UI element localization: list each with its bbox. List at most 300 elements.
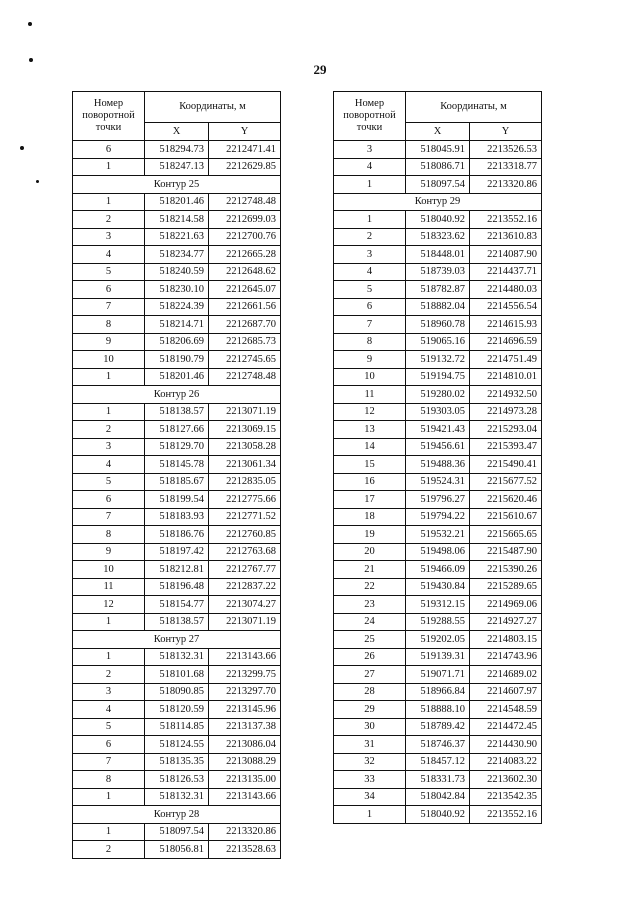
x-coordinate-cell: 519065.16: [406, 333, 470, 351]
x-coordinate-cell: 518196.48: [145, 578, 209, 596]
point-number-cell: 27: [334, 666, 406, 684]
x-coordinate-cell: 518234.77: [145, 246, 209, 264]
point-number-cell: 30: [334, 718, 406, 736]
x-coordinate-cell: 518746.37: [406, 736, 470, 754]
x-coordinate-cell: 518124.55: [145, 736, 209, 754]
y-coordinate-cell: 2212645.07: [209, 281, 281, 299]
table-row: [334, 473, 542, 491]
x-coordinate-cell: 518966.84: [406, 683, 470, 701]
scan-dot: [36, 180, 39, 183]
table-row: [334, 578, 542, 596]
scan-dot: [28, 22, 32, 26]
point-number-cell: 9: [73, 543, 145, 561]
y-coordinate-cell: 2213552.16: [470, 211, 542, 229]
x-coordinate-cell: 518960.78: [406, 316, 470, 334]
y-coordinate-cell: 2212771.52: [209, 508, 281, 526]
point-number-cell: 15: [334, 456, 406, 474]
x-coordinate-cell: 518090.85: [145, 683, 209, 701]
x-coordinate-cell: 518097.54: [145, 823, 209, 841]
x-coordinate-cell: 518206.69: [145, 333, 209, 351]
x-coordinate-cell: 518221.63: [145, 228, 209, 246]
x-coordinate-cell: 518127.66: [145, 421, 209, 439]
x-coordinate-cell: 519498.06: [406, 543, 470, 561]
point-number-cell: 23: [334, 596, 406, 614]
table-row: [334, 613, 542, 631]
point-number-cell: 7: [334, 316, 406, 334]
x-coordinate-cell: 519532.21: [406, 526, 470, 544]
x-coordinate-cell: 518190.79: [145, 351, 209, 369]
x-coordinate-cell: 518331.73: [406, 771, 470, 789]
x-coordinate-cell: 518199.54: [145, 491, 209, 509]
table-row: [334, 316, 542, 334]
point-number-cell: 16: [334, 473, 406, 491]
table-row: [73, 526, 281, 544]
table-row: [334, 561, 542, 579]
header-point-number: Номер поворотной точки: [334, 92, 406, 141]
y-coordinate-cell: 2213602.30: [470, 771, 542, 789]
x-coordinate-cell: 518045.91: [406, 141, 470, 159]
point-number-cell: 10: [73, 351, 145, 369]
point-number-cell: 9: [334, 351, 406, 369]
y-coordinate-cell: 2214083.22: [470, 753, 542, 771]
x-coordinate-cell: 518888.10: [406, 701, 470, 719]
point-number-cell: 1: [334, 176, 406, 194]
x-coordinate-cell: 518132.31: [145, 788, 209, 806]
table-row: [334, 246, 542, 264]
x-coordinate-cell: 518247.13: [145, 158, 209, 176]
point-number-cell: 4: [73, 701, 145, 719]
y-coordinate-cell: 2214932.50: [470, 386, 542, 404]
table-row: [73, 403, 281, 421]
table-row: [73, 246, 281, 264]
x-coordinate-cell: 518145.78: [145, 456, 209, 474]
x-coordinate-cell: 519194.75: [406, 368, 470, 386]
table-row: [334, 788, 542, 806]
y-coordinate-cell: 2213297.70: [209, 683, 281, 701]
y-coordinate-cell: 2212837.22: [209, 578, 281, 596]
x-coordinate-cell: 518201.46: [145, 193, 209, 211]
table-row: [73, 596, 281, 614]
point-number-cell: 17: [334, 491, 406, 509]
point-number-cell: 2: [73, 666, 145, 684]
y-coordinate-cell: 2212648.62: [209, 263, 281, 281]
x-coordinate-cell: 518114.85: [145, 718, 209, 736]
x-coordinate-cell: 519202.05: [406, 631, 470, 649]
y-coordinate-cell: 2214472.45: [470, 718, 542, 736]
y-coordinate-cell: 2215289.65: [470, 578, 542, 596]
y-coordinate-cell: 2212835.05: [209, 473, 281, 491]
y-coordinate-cell: 2214743.96: [470, 648, 542, 666]
y-coordinate-cell: 2212767.77: [209, 561, 281, 579]
x-coordinate-cell: 518126.53: [145, 771, 209, 789]
y-coordinate-cell: 2213135.00: [209, 771, 281, 789]
point-number-cell: 4: [334, 263, 406, 281]
y-coordinate-cell: 2213069.15: [209, 421, 281, 439]
x-coordinate-cell: 518782.87: [406, 281, 470, 299]
point-number-cell: 3: [334, 141, 406, 159]
x-coordinate-cell: 519303.05: [406, 403, 470, 421]
point-number-cell: 7: [73, 753, 145, 771]
table-row: [334, 526, 542, 544]
point-number-cell: 8: [73, 771, 145, 789]
x-coordinate-cell: 519071.71: [406, 666, 470, 684]
point-number-cell: 11: [73, 578, 145, 596]
point-number-cell: 1: [73, 158, 145, 176]
table-row: [73, 841, 281, 859]
x-coordinate-cell: 518040.92: [406, 211, 470, 229]
point-number-cell: 5: [73, 718, 145, 736]
table-row: [73, 683, 281, 701]
point-number-cell: 28: [334, 683, 406, 701]
y-coordinate-cell: 2213610.83: [470, 228, 542, 246]
table-row: [334, 263, 542, 281]
contour-row: [73, 631, 281, 649]
table-row: [73, 613, 281, 631]
y-coordinate-cell: 2213299.75: [209, 666, 281, 684]
table-row: [334, 491, 542, 509]
x-coordinate-cell: 518739.03: [406, 263, 470, 281]
table-row: [334, 771, 542, 789]
y-coordinate-cell: 2213526.53: [470, 141, 542, 159]
table-row: [73, 666, 281, 684]
y-coordinate-cell: 2213528.63: [209, 841, 281, 859]
table-row: [334, 736, 542, 754]
table-row: [73, 438, 281, 456]
contour-label: Контур 28: [73, 806, 281, 824]
y-coordinate-cell: 2213318.77: [470, 158, 542, 176]
contour-label: Контур 27: [73, 631, 281, 649]
header-y: Y: [470, 123, 542, 141]
y-coordinate-cell: 2214751.49: [470, 351, 542, 369]
table-row: [73, 578, 281, 596]
point-number-cell: 33: [334, 771, 406, 789]
x-coordinate-cell: 519430.84: [406, 578, 470, 596]
point-number-cell: 5: [73, 473, 145, 491]
y-coordinate-cell: 2213145.96: [209, 701, 281, 719]
x-coordinate-cell: 518183.93: [145, 508, 209, 526]
y-coordinate-cell: 2215487.90: [470, 543, 542, 561]
contour-row: [73, 386, 281, 404]
table-row: [334, 508, 542, 526]
y-coordinate-cell: 2215393.47: [470, 438, 542, 456]
table-row: [73, 823, 281, 841]
y-coordinate-cell: 2215293.04: [470, 421, 542, 439]
y-coordinate-cell: 2215677.52: [470, 473, 542, 491]
table-row: [334, 648, 542, 666]
x-coordinate-cell: 519312.15: [406, 596, 470, 614]
contour-row: [73, 176, 281, 194]
point-number-cell: 6: [73, 491, 145, 509]
point-number-cell: 13: [334, 421, 406, 439]
y-coordinate-cell: 2213542.35: [470, 788, 542, 806]
table-row: [334, 403, 542, 421]
y-coordinate-cell: 2215620.46: [470, 491, 542, 509]
table-row: [73, 473, 281, 491]
contour-row: [334, 193, 542, 211]
scan-dot: [29, 58, 33, 62]
table-row: [73, 351, 281, 369]
y-coordinate-cell: 2213143.66: [209, 788, 281, 806]
x-coordinate-cell: 518448.01: [406, 246, 470, 264]
x-coordinate-cell: 519488.36: [406, 456, 470, 474]
y-coordinate-cell: 2214969.06: [470, 596, 542, 614]
header-x: X: [145, 123, 209, 141]
y-coordinate-cell: 2213086.04: [209, 736, 281, 754]
point-number-cell: 1: [73, 788, 145, 806]
point-number-cell: 6: [334, 298, 406, 316]
table-row: [73, 228, 281, 246]
table-row: [73, 561, 281, 579]
point-number-cell: 4: [73, 456, 145, 474]
table-row: [334, 456, 542, 474]
table-row: [334, 158, 542, 176]
table-row: [334, 718, 542, 736]
contour-label: Контур 26: [73, 386, 281, 404]
point-number-cell: 2: [73, 211, 145, 229]
y-coordinate-cell: 2213320.86: [209, 823, 281, 841]
y-coordinate-cell: 2214810.01: [470, 368, 542, 386]
header-x: X: [406, 123, 470, 141]
point-number-cell: 1: [73, 613, 145, 631]
table-row: [334, 806, 542, 824]
y-coordinate-cell: 2213137.38: [209, 718, 281, 736]
point-number-cell: 8: [334, 333, 406, 351]
y-coordinate-cell: 2212699.03: [209, 211, 281, 229]
table-row: [73, 753, 281, 771]
point-number-cell: 31: [334, 736, 406, 754]
table-row: [334, 228, 542, 246]
y-coordinate-cell: 2214803.15: [470, 631, 542, 649]
table-row: [73, 701, 281, 719]
table-row: [73, 491, 281, 509]
y-coordinate-cell: 2214689.02: [470, 666, 542, 684]
x-coordinate-cell: 518040.92: [406, 806, 470, 824]
x-coordinate-cell: 518224.39: [145, 298, 209, 316]
point-number-cell: 3: [73, 228, 145, 246]
y-coordinate-cell: 2212775.66: [209, 491, 281, 509]
point-number-cell: 10: [334, 368, 406, 386]
table-row: [334, 281, 542, 299]
table-row: [334, 368, 542, 386]
x-coordinate-cell: 519466.09: [406, 561, 470, 579]
x-coordinate-cell: 518882.04: [406, 298, 470, 316]
x-coordinate-cell: 518230.10: [145, 281, 209, 299]
table-row: [334, 543, 542, 561]
y-coordinate-cell: 2214615.93: [470, 316, 542, 334]
coordinates-table-right: [333, 91, 542, 824]
table-row: [334, 351, 542, 369]
x-coordinate-cell: 518086.71: [406, 158, 470, 176]
y-coordinate-cell: 2212665.28: [209, 246, 281, 264]
table-row: [73, 456, 281, 474]
point-number-cell: 7: [73, 298, 145, 316]
point-number-cell: 4: [73, 246, 145, 264]
scan-dot: [20, 146, 24, 150]
y-coordinate-cell: 2214480.03: [470, 281, 542, 299]
y-coordinate-cell: 2214437.71: [470, 263, 542, 281]
table-row: [334, 176, 542, 194]
point-number-cell: 2: [73, 421, 145, 439]
coordinates-table-left: [72, 91, 281, 859]
contour-label: Контур 29: [334, 193, 542, 211]
y-coordinate-cell: 2213071.19: [209, 613, 281, 631]
header-coordinates: Координаты, м: [145, 92, 281, 123]
point-number-cell: 1: [334, 211, 406, 229]
point-number-cell: 1: [73, 193, 145, 211]
table-row: [334, 298, 542, 316]
table-row: [334, 631, 542, 649]
y-coordinate-cell: 2213143.66: [209, 648, 281, 666]
y-coordinate-cell: 2212748.48: [209, 193, 281, 211]
x-coordinate-cell: 518186.76: [145, 526, 209, 544]
y-coordinate-cell: 2212763.68: [209, 543, 281, 561]
point-number-cell: 14: [334, 438, 406, 456]
table-row: [334, 211, 542, 229]
x-coordinate-cell: 518214.58: [145, 211, 209, 229]
page-number: 29: [313, 62, 327, 77]
table-row: [73, 263, 281, 281]
point-number-cell: 11: [334, 386, 406, 404]
y-coordinate-cell: 2214696.59: [470, 333, 542, 351]
x-coordinate-cell: 519139.31: [406, 648, 470, 666]
point-number-cell: 12: [334, 403, 406, 421]
point-number-cell: 1: [73, 648, 145, 666]
y-coordinate-cell: 2213071.19: [209, 403, 281, 421]
y-coordinate-cell: 2212760.85: [209, 526, 281, 544]
table-row: [73, 333, 281, 351]
x-coordinate-cell: 519280.02: [406, 386, 470, 404]
table-row: [73, 281, 281, 299]
table-row: [73, 211, 281, 229]
table-row: [73, 648, 281, 666]
table-row: [334, 666, 542, 684]
y-coordinate-cell: 2212629.85: [209, 158, 281, 176]
y-coordinate-cell: 2214430.90: [470, 736, 542, 754]
x-coordinate-cell: 518323.62: [406, 228, 470, 246]
y-coordinate-cell: 2215490.41: [470, 456, 542, 474]
y-coordinate-cell: 2212748.48: [209, 368, 281, 386]
table-row: [73, 421, 281, 439]
y-coordinate-cell: 2213320.86: [470, 176, 542, 194]
table-row: [334, 421, 542, 439]
point-number-cell: 2: [334, 228, 406, 246]
y-coordinate-cell: 2213088.29: [209, 753, 281, 771]
y-coordinate-cell: 2215610.67: [470, 508, 542, 526]
y-coordinate-cell: 2212745.65: [209, 351, 281, 369]
x-coordinate-cell: 518212.81: [145, 561, 209, 579]
header-point-number: Номер поворотной точки: [73, 92, 145, 141]
x-coordinate-cell: 519421.43: [406, 421, 470, 439]
table-row: [334, 386, 542, 404]
x-coordinate-cell: 519796.27: [406, 491, 470, 509]
y-coordinate-cell: 2212661.56: [209, 298, 281, 316]
point-number-cell: 21: [334, 561, 406, 579]
header-coordinates: Координаты, м: [406, 92, 542, 123]
point-number-cell: 4: [334, 158, 406, 176]
contour-row: [73, 806, 281, 824]
point-number-cell: 1: [73, 368, 145, 386]
point-number-cell: 6: [73, 141, 145, 159]
x-coordinate-cell: 518201.46: [145, 368, 209, 386]
table-row: [334, 596, 542, 614]
x-coordinate-cell: 518789.42: [406, 718, 470, 736]
point-number-cell: 19: [334, 526, 406, 544]
y-coordinate-cell: 2214556.54: [470, 298, 542, 316]
point-number-cell: 6: [73, 736, 145, 754]
point-number-cell: 32: [334, 753, 406, 771]
x-coordinate-cell: 518135.35: [145, 753, 209, 771]
table-row: [73, 141, 281, 159]
y-coordinate-cell: 2214548.59: [470, 701, 542, 719]
x-coordinate-cell: 519132.72: [406, 351, 470, 369]
point-number-cell: 24: [334, 613, 406, 631]
y-coordinate-cell: 2212471.41: [209, 141, 281, 159]
y-coordinate-cell: 2213074.27: [209, 596, 281, 614]
y-coordinate-cell: 2212687.70: [209, 316, 281, 334]
y-coordinate-cell: 2215390.26: [470, 561, 542, 579]
x-coordinate-cell: 518132.31: [145, 648, 209, 666]
point-number-cell: 7: [73, 508, 145, 526]
point-number-cell: 2: [73, 841, 145, 859]
table-row: [73, 718, 281, 736]
x-coordinate-cell: 518240.59: [145, 263, 209, 281]
table-row: [73, 771, 281, 789]
y-coordinate-cell: 2214973.28: [470, 403, 542, 421]
y-coordinate-cell: 2212700.76: [209, 228, 281, 246]
x-coordinate-cell: 518214.71: [145, 316, 209, 334]
table-row: [334, 141, 542, 159]
point-number-cell: 1: [73, 403, 145, 421]
point-number-cell: 26: [334, 648, 406, 666]
table-row: [73, 316, 281, 334]
y-coordinate-cell: 2214087.90: [470, 246, 542, 264]
table-row: [73, 193, 281, 211]
x-coordinate-cell: 518154.77: [145, 596, 209, 614]
x-coordinate-cell: 518138.57: [145, 403, 209, 421]
point-number-cell: 6: [73, 281, 145, 299]
x-coordinate-cell: 518056.81: [145, 841, 209, 859]
point-number-cell: 20: [334, 543, 406, 561]
y-coordinate-cell: 2213061.34: [209, 456, 281, 474]
table-row: [334, 683, 542, 701]
y-coordinate-cell: 2215665.65: [470, 526, 542, 544]
point-number-cell: 29: [334, 701, 406, 719]
contour-label: Контур 25: [73, 176, 281, 194]
y-coordinate-cell: 2214927.27: [470, 613, 542, 631]
table-row: [73, 508, 281, 526]
y-coordinate-cell: 2213552.16: [470, 806, 542, 824]
x-coordinate-cell: 518101.68: [145, 666, 209, 684]
x-coordinate-cell: 518457.12: [406, 753, 470, 771]
point-number-cell: 3: [334, 246, 406, 264]
table-row: [73, 736, 281, 754]
x-coordinate-cell: 518120.59: [145, 701, 209, 719]
x-coordinate-cell: 519524.31: [406, 473, 470, 491]
x-coordinate-cell: 519288.55: [406, 613, 470, 631]
point-number-cell: 12: [73, 596, 145, 614]
point-number-cell: 8: [73, 526, 145, 544]
table-row: [73, 543, 281, 561]
point-number-cell: 34: [334, 788, 406, 806]
x-coordinate-cell: 518097.54: [406, 176, 470, 194]
table-row: [73, 158, 281, 176]
x-coordinate-cell: 518197.42: [145, 543, 209, 561]
x-coordinate-cell: 518185.67: [145, 473, 209, 491]
point-number-cell: 5: [334, 281, 406, 299]
point-number-cell: 5: [73, 263, 145, 281]
x-coordinate-cell: 518294.73: [145, 141, 209, 159]
table-row: [73, 298, 281, 316]
